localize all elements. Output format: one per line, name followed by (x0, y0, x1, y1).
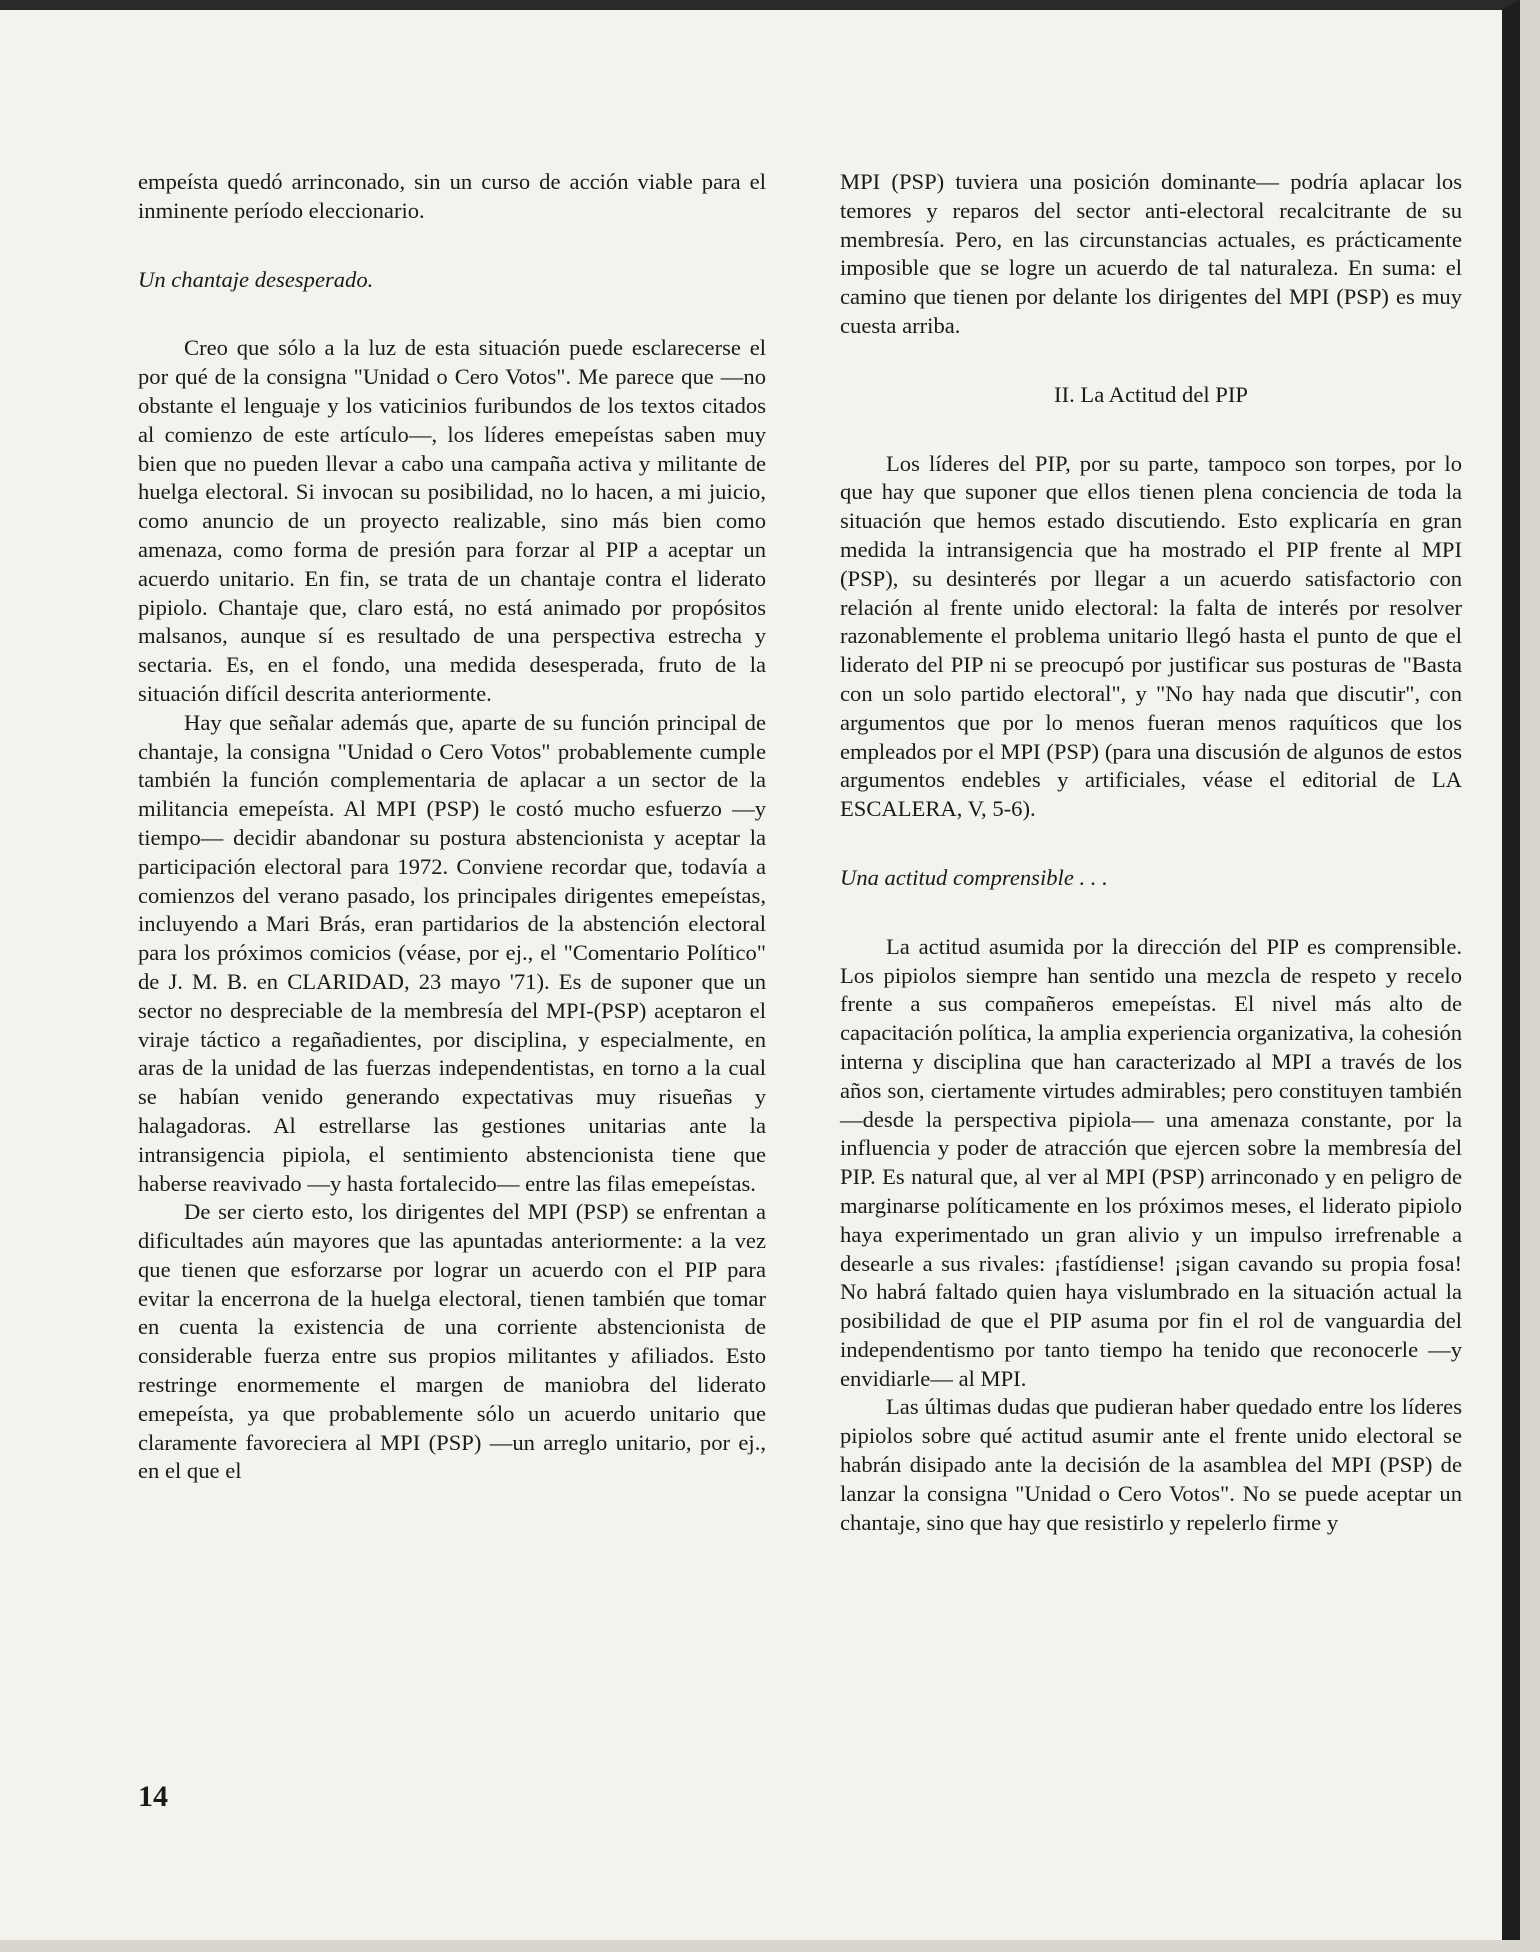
paragraph: Hay que señalar además que, aparte de su función principal de chantaje, la consigna "Unidad o Cero Votos" probablemente cumple también la función complementaria de aplacar a un sector de la militancia emepeísta. Al MPI (PSP) le costó mucho esfuerzo —y tiempo— decidir abandonar su postura abstencionista y aceptar la participación electoral para 1972. Conviene recordar que, todavía a comienzos del verano pasado, los principales dirigentes emepeístas, incluyendo a Mari Brás, eran partidarios de la abstención electoral para los próximos comicios (véase, por ej., el "Comentario Político" de J. M. B. en CLARIDAD, 23 mayo '71). Es de suponer que un sector no despreciable de la membresía del MPI-(PSP) aceptaron el viraje táctico a regañadientes, por disciplina, y especialmente, en aras de la unidad de las fuerzas independentistas, en torno a la cual se habían venido generando expectativas muy risueñas y halagadoras. Al estrellarse las gestiones unitarias ante la intransigencia pipiola, el sentimiento abstencionista tiene que haberse reavivado —y hasta fortalecido— entre las filas emepeístas. (138, 709, 766, 1196)
subheading: Un chantaje desesperado. (138, 266, 374, 292)
left-column (138, 168, 766, 1486)
subheading: Una actitud comprensible . . . (840, 864, 1108, 890)
paragraph: Los líderes del PIP, por su parte, tampoco son torpes, por lo que hay que suponer que ellos tienen plena conciencia de toda la situación que hemos estado discutiendo. Esto explicaría en gran medida la intransigencia que ha mostrado el PIP frente al MPI (PSP), su desinterés por llegar a un acuerdo satisfactorio con relación al frente unido electoral: la falta de interés por resolver razonablemente el problema unitario llegó hasta el punto de que el liderato del PIP ni se preocupó por justificar sus posturas de "Basta con un solo partido electoral", y "No hay nada que discutir", con argumentos que por lo menos fueran menos raquíticos que los empleados por el MPI (PSP) (para una discusión de algunos de estos argumentos endebles y artificiales, véase el editorial de LA ESCALERA, V, 5-6). (840, 450, 1462, 822)
paragraph: Las últimas dudas que pudieran haber quedado entre los líderes pipiolos sobre qué actitud asumir ante el frente unido electoral se habrán disipado ante la decisión de la asamblea del MPI (PSP) de lanzar la consigna "Unidad o Cero Votos". No se puede aceptar un chantaje, sino que hay que resistirlo y repelerlo firme y (840, 1394, 1462, 1535)
paragraph: La actitud asumida por la dirección del PIP es comprensible. Los pipiolos siempre han sentido una mezcla de respeto y recelo frente a sus compañeros emepeístas. El nivel más alto de capacitación política, la amplia experiencia organizativa, la cohesión interna y disciplina que han caracterizado al MPI a través de los años son, ciertamente virtudes admirables; pero constituyen también —desde la perspectiva pipiola— una amenaza constante, por la influencia y poder de atracción que ejercen sobre la membresía del PIP. Es natural que, al ver al MPI (PSP) arrinconado y en peligro de marginarse políticamente en los próximos meses, el liderato pipiolo haya experimentado un gran alivio y un impulso irrefrenable a desearle a sus rivales: ¡fastídiense! ¡sigan cavando su propia fosa! No habrá faltado quien haya vislumbrado en la situación actual la posibilidad de que el PIP asuma por fin el rol de vanguardia del independentismo por tanto tiempo ha tenido que reconocerle —y envidiarle— al MPI. (840, 933, 1462, 1391)
paragraph: MPI (PSP) tuviera una posición dominante— podría aplacar los temores y reparos del sector anti-electoral recalcitrante de su membresía. Pero, en las circunstancias actuales, es prácticamente imposible que se logre un acuerdo de tal naturaleza. En suma: el camino que tienen por delante los dirigentes del MPI (PSP) es muy cuesta arriba. (840, 169, 1462, 338)
paragraph: Creo que sólo a la luz de esta situación puede esclarecerse el por qué de la consigna "Unidad o Cero Votos". Me parece que —no obstante el lenguaje y los vaticinios furibundos de los textos citados al comienzo de este artículo—, los líderes emepeístas saben muy bien que no pueden llevar a cabo una campaña activa y militante de huelga electoral. Si invocan su posibilidad, no lo hacen, a mi juicio, como anuncio de un proyecto realizable, sino más bien como amenaza, como forma de presión para forzar al PIP a aceptar un acuerdo unitario. En fin, se trata de un chantaje contra el liderato pipiolo. Chantaje que, claro está, no está animado por propósitos malsanos, aunque sí es resultado de una perspectiva estrecha y sectaria. Es, en el fondo, una medida desesperada, fruto de la situación difícil descrita anteriormente. (138, 335, 766, 706)
right-column (840, 168, 1462, 1537)
paragraph: De ser cierto esto, los dirigentes del MPI (PSP) se enfrentan a dificultades aún mayores que las apuntadas anteriormente: a la vez que tienen que esforzarse por lograr un acuerdo con el PIP para evitar la encerrona de la huelga electoral, tienen también que tomar en cuenta la existencia de una corriente abstencionista de considerable fuerza entre sus propios militantes y afiliados. Esto restringe enormemente el margen de maniobra del liderato emepeísta, ya que probablemente sólo un acuerdo unitario que claramente favoreciera al MPI (PSP) —un arreglo unitario, por ej., en el que el (138, 1199, 766, 1484)
page-number: 14 (138, 1780, 168, 1813)
section-title: II. La Actitud del PIP (1054, 381, 1248, 407)
paragraph: empeísta quedó arrinconado, sin un curso de acción viable para el inminente período eleccionario. (138, 169, 766, 223)
